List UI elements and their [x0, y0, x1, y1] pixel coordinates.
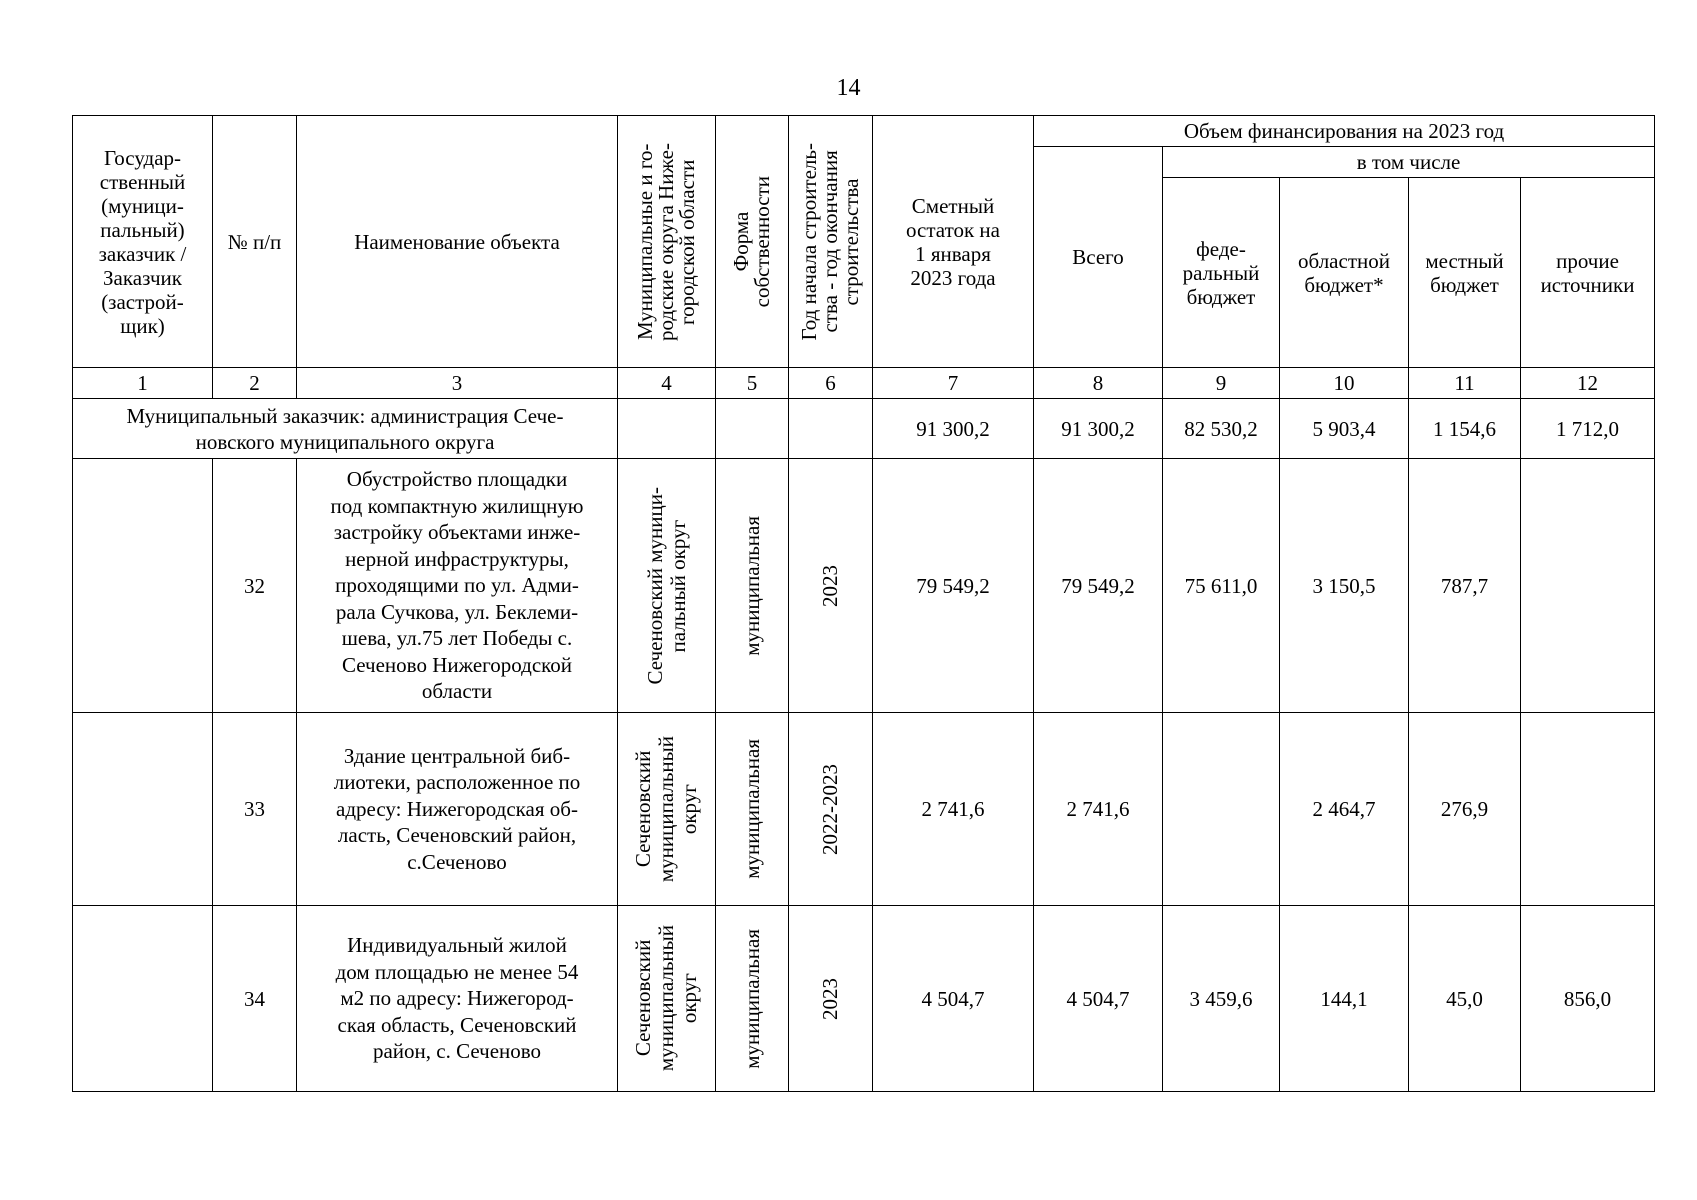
row-district: Сеченовский муниципальный округ — [618, 713, 716, 906]
row-ownership: муниципальная — [716, 906, 789, 1092]
customer-regional: 5 903,4 — [1280, 399, 1409, 459]
header-federal: феде- ральный бюджет — [1163, 178, 1280, 368]
row-years: 2023 — [789, 906, 873, 1092]
colnum-7: 7 — [873, 368, 1034, 399]
colnum-3: 3 — [297, 368, 618, 399]
header-object-name: Наименование объекта — [297, 116, 618, 368]
customer-row — [73, 399, 1655, 459]
header-total: Всего — [1034, 147, 1163, 368]
row-other — [1521, 713, 1655, 906]
header-including: в том числе — [1163, 147, 1655, 178]
colnum-6: 6 — [789, 368, 873, 399]
row-federal: 75 611,0 — [1163, 459, 1280, 713]
header-customer: Государ- ственный (муници- пальный) заказчик / Заказчик (застрой- щик) — [73, 116, 213, 368]
header-years: Год начала строитель- ства - год окончания строительства — [789, 116, 873, 368]
header-row-1 — [73, 116, 1655, 147]
customer-ownership — [716, 399, 789, 459]
row-federal: 3 459,6 — [1163, 906, 1280, 1092]
row-district: Сеченовский муниципальный округ — [618, 906, 716, 1092]
colnum-10: 10 — [1280, 368, 1409, 399]
header-estimate: Сметный остаток на 1 января 2023 года — [873, 116, 1034, 368]
header-ownership: Форма собственности — [716, 116, 789, 368]
header-other: прочие источники — [1521, 178, 1655, 368]
colnum-9: 9 — [1163, 368, 1280, 399]
header-district: Муниципальные и го- родские округа Ниже- городской области — [618, 116, 716, 368]
colnum-12: 12 — [1521, 368, 1655, 399]
colnum-4: 4 — [618, 368, 716, 399]
row-customer — [73, 713, 213, 906]
row-ownership: муниципальная — [716, 459, 789, 713]
financing-table — [72, 115, 1655, 1092]
row-years: 2023 — [789, 459, 873, 713]
row-local: 276,9 — [1409, 713, 1521, 906]
header-number: № п/п — [213, 116, 297, 368]
row-number: 34 — [213, 906, 297, 1092]
customer-other: 1 712,0 — [1521, 399, 1655, 459]
row-local: 45,0 — [1409, 906, 1521, 1092]
customer-federal: 82 530,2 — [1163, 399, 1280, 459]
row-number: 32 — [213, 459, 297, 713]
table-row — [73, 459, 1655, 713]
customer-name: Муниципальный заказчик: администрация Сече- новского муниципального округа — [73, 399, 618, 459]
header-local: местный бюджет — [1409, 178, 1521, 368]
customer-total: 91 300,2 — [1034, 399, 1163, 459]
row-number: 33 — [213, 713, 297, 906]
table-row — [73, 713, 1655, 906]
row-total: 79 549,2 — [1034, 459, 1163, 713]
row-total: 4 504,7 — [1034, 906, 1163, 1092]
customer-district — [618, 399, 716, 459]
row-estimate: 4 504,7 — [873, 906, 1034, 1092]
row-estimate: 2 741,6 — [873, 713, 1034, 906]
customer-estimate: 91 300,2 — [873, 399, 1034, 459]
row-total: 2 741,6 — [1034, 713, 1163, 906]
row-object-name: Обустройство площадки под компактную жилищную застройку объектами инже- нерной инфраструктуры, проходящими по ул. Адми- рала Сучкова, ул. Беклеми- шева, ул.75 лет Победы с. Сеченово Нижегородской области — [297, 459, 618, 713]
colnum-1: 1 — [73, 368, 213, 399]
row-other — [1521, 459, 1655, 713]
row-object-name: Индивидуальный жилой дом площадью не менее 54 м2 по адресу: Нижегород- ская область, Сеченовский район, с. Сеченово — [297, 906, 618, 1092]
column-numbers-row — [73, 368, 1655, 399]
table-row — [73, 906, 1655, 1092]
header-financing-title: Объем финансирования на 2023 год — [1034, 116, 1655, 147]
row-years: 2022-2023 — [789, 713, 873, 906]
header-regional: областной бюджет* — [1280, 178, 1409, 368]
colnum-5: 5 — [716, 368, 789, 399]
row-regional: 144,1 — [1280, 906, 1409, 1092]
row-object-name: Здание центральной биб- лиотеки, расположенное по адресу: Нижегородская об- ласть, Сеченовский район, с.Сеченово — [297, 713, 618, 906]
row-regional: 2 464,7 — [1280, 713, 1409, 906]
colnum-8: 8 — [1034, 368, 1163, 399]
row-regional: 3 150,5 — [1280, 459, 1409, 713]
row-federal — [1163, 713, 1280, 906]
customer-years — [789, 399, 873, 459]
page-number: 14 — [836, 75, 861, 101]
colnum-11: 11 — [1409, 368, 1521, 399]
row-ownership: муниципальная — [716, 713, 789, 906]
row-customer — [73, 906, 213, 1092]
row-customer — [73, 459, 213, 713]
customer-local: 1 154,6 — [1409, 399, 1521, 459]
row-district: Сеченовский муници- пальный округ — [618, 459, 716, 713]
row-local: 787,7 — [1409, 459, 1521, 713]
row-other: 856,0 — [1521, 906, 1655, 1092]
colnum-2: 2 — [213, 368, 297, 399]
row-estimate: 79 549,2 — [873, 459, 1034, 713]
